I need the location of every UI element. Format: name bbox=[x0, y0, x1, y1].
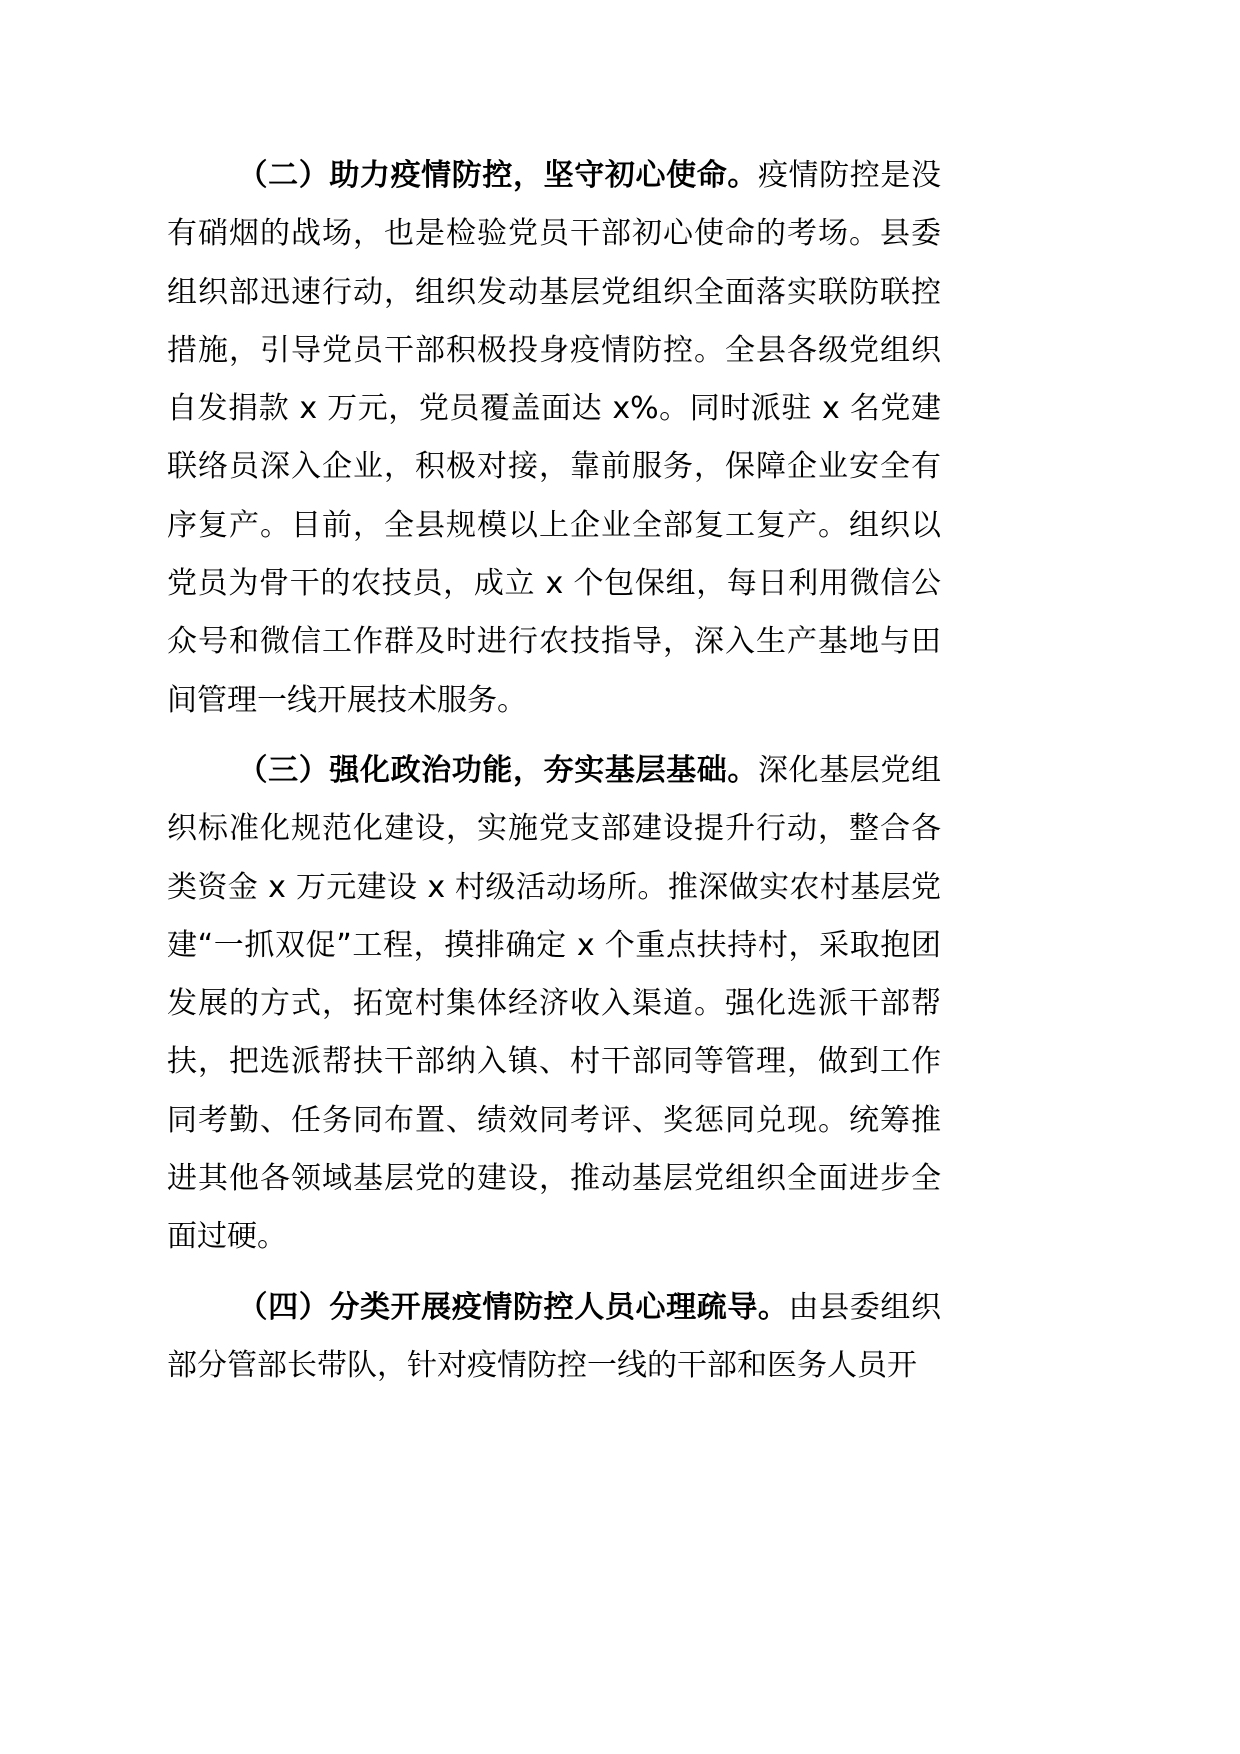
paragraph-heading: （四）分类开展疫情防控人员心理疏导。 bbox=[237, 1289, 789, 1325]
paragraph-text: 深化基层党组织标准化规范化建设，实施党支部建设提升行动，整合各类资金 x 万元建设 x 村级活动场所。推深做实农村基层党建“一抓双促”工程，摸排确定 x 个重点扶持村，采取抱团发展的方式，拓宽村集体经济收入渠道。强化选派干部帮扶，把选派帮扶干部纳入镇、村干部同等管理，做到工作同考勤、任务同布置、绩效同考评、奖惩同兑现。统筹推进其他各领域基层党的建设，推动基层党组织全面进步全面过硬。 bbox=[167, 752, 942, 1255]
paragraph-political-function bbox=[167, 742, 941, 1267]
paragraph-heading: （三）强化政治功能，夯实基层基础。 bbox=[237, 752, 758, 788]
paragraph-psychological-counseling bbox=[167, 1279, 941, 1396]
paragraph-heading: （二）助力疫情防控，坚守初心使命。 bbox=[237, 158, 758, 193]
paragraph-text: 由县委组织部分管部长带队，针对疫情防控一线的干部和医务人员开 bbox=[167, 1289, 942, 1383]
document-body bbox=[167, 147, 941, 1395]
paragraph-epidemic-prevention bbox=[167, 147, 941, 730]
paragraph-text: 疫情防控是没有硝烟的战场，也是检验党员干部初心使命的考场。县委组织部迅速行动，组织发动基层党组织全面落实联防联控措施，引导党员干部积极投身疫情防控。全县各级党组织自发捐款 x 万元，党员覆盖面达 x%。同时派驻 x 名党建联络员深入企业，积极对接，靠前服务，保障企业安全有序复产。目前，全县规模以上企业全部复工复产。组织以党员为骨干的农技员，成立 x 个包保组，每日利用微信公众号和微信工作群及时进行农技指导，深入生产基地与田间管理一线开展技术服务。 bbox=[167, 158, 942, 718]
